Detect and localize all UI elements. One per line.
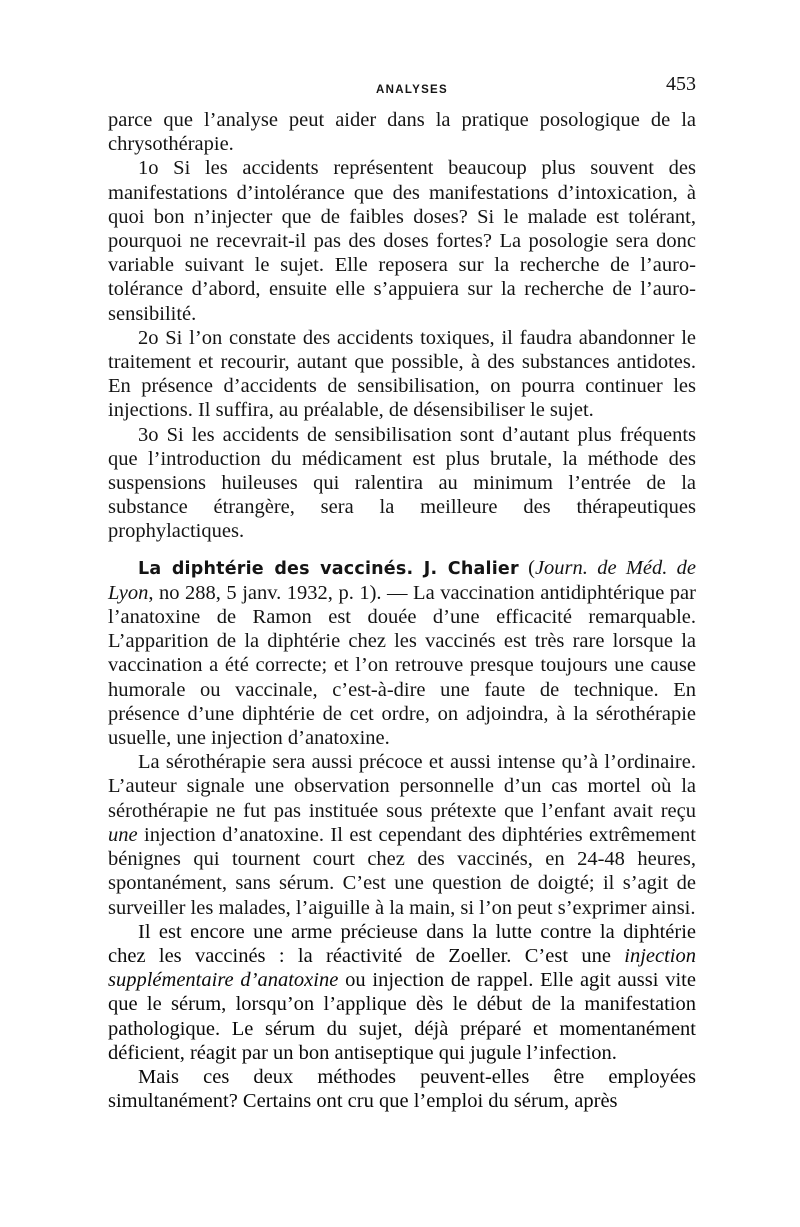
citation-open: ( [518, 556, 535, 579]
emphasis-text: une [108, 823, 138, 846]
running-head: ANALYSES [376, 84, 448, 96]
article-text: injection d’anatoxine. Il est cependant des diphtéries extrêmement bénignes qui tournent court chez des vaccinés, en 24-48 heures, spontanément, sans sérum. C’est une question de doigté; il s’agit de surveiller les malades, l’aiguille à la main, si l’on peut s’exprimer ainsi. [108, 823, 696, 919]
citation-details: , no 288, 5 janv. 1932, p. 1). [148, 581, 382, 604]
page-header [108, 73, 696, 108]
document-page [108, 73, 697, 1113]
article-body-1: — La vaccination antidiphtérique par l’anatoxine de Ramon est douée d’une efficacité remarquable. L’apparition de la diphtérie chez les vaccinés est très rare lorsque la vaccination a été correcte; et l’on retrouve presque toujours une cause humorale ou vaccinale, c’est-à-dire une faute de technique. En présence d’une diphtérie de cet ordre, on adjoindra, à la sérothérapie usuelle, une injection d’anatoxine. [108, 581, 696, 750]
article-paragraph-3 [108, 920, 696, 1065]
article-text: Il est encore une arme précieuse dans la lutte contre la diphtérie chez les vaccinés : la réactivité de Zoeller. C’est une [108, 920, 696, 967]
paragraph-point-1: 1o Si les accidents représentent beaucoup plus souvent des manifestations d’intolérance que des manifestations d’intoxication, à quoi bon n’injecter que de faibles doses? Si le malade est tolérant, pourquoi ne recevrait-il pas des doses fortes? La posologie sera donc variable suivant le sujet. Elle reposera sur la recherche de l’auro-tolérance d’abord, ensuite elle s’appuiera sur la recherche de l’auro-sensibilité. [108, 157, 696, 325]
journal-name: Journ. de Méd. de Lyon [108, 556, 697, 604]
paragraph-point-3: 3o Si les accidents de sensibilisation sont d’autant plus fréquents que l’introduction du médicament est plus brutale, la méthode des suspensions huileuses qui ralentira au minimum l’entrée de la substance étrangère, sera la meilleure des thérapeutiques prophylactiques. [108, 423, 696, 543]
paragraph-continuation: parce que l’analyse peut aider dans la pratique posologique de la chrysothérapie. [108, 109, 696, 156]
article-title: La diphtérie des vaccinés. J. Chalier [138, 558, 519, 579]
article-text: La sérothérapie sera aussi précoce et aussi intense qu’à l’ordinaire. L’auteur signale une observation personnelle d’un cas mortel où la sérothérapie ne fut pas instituée sous prétexte que l’enfant avait reçu [108, 751, 696, 822]
article-paragraph-4: Mais ces deux méthodes peuvent-elles être employées simultanément? Certains ont cru que l’emploi du sérum, après [108, 1065, 696, 1113]
article-paragraph-2 [108, 750, 696, 919]
page-number: 453 [666, 73, 696, 95]
article-text: ou injection de rappel. Elle agit aussi vite que le sérum, lorsqu’on l’applique dès le début de la manifestation pathologique. Le sérum du sujet, déjà préparé et momentanément déficient, réagit par un bon antiseptique qui jugule l’infection. [108, 969, 696, 1064]
paragraph-point-2: 2o Si l’on constate des accidents toxiques, il faudra abandonner le traitement et recourir, autant que possible, à des substances antidotes. En présence d’accidents de sensibilisation, on pourra continuer les injections. Il suffira, au préalable, de désensibiliser le sujet. [108, 326, 696, 422]
emphasis-text: injection supplémentaire d’anatoxine [108, 944, 696, 992]
article-paragraph-1 [108, 556, 696, 751]
